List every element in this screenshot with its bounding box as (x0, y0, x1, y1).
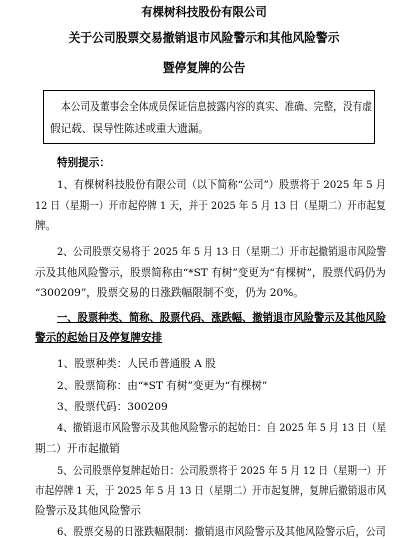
section-1-heading-line-1: 一、股票种类、简称、股票代码、涨跌幅、撤销退市风险警示及其他风险 (57, 312, 386, 324)
announcement-title-line2: 暨停复牌的公告 (162, 60, 246, 75)
special-tips-heading: 特别提示： (57, 157, 110, 169)
item-5-line-2: 市起停牌 1 天，于 2025 年 5 月 13 日（星期二）开市起复牌，复牌后撤销退市风 (35, 485, 387, 497)
item-4-line-1: 4、撤销退市风险警示及其他风险警示的起始日：自 2025 年 5 月 13 日（星 (57, 422, 387, 434)
tip-2-line-3: “300209”，股票交易的日涨跌幅限制不变，仍为 20%。 (35, 287, 304, 299)
section-1-heading-line-2: 警示的起始日及停复牌安排 (35, 332, 163, 344)
tip-2-line-1: 2、公司股票交易将于 2025 年 5 月 13 日（星期二）开市起撤销退市风险警 (57, 246, 387, 258)
item-2: 2、股票简称：由“*ST 有树”变更为“有棵树” (57, 380, 268, 392)
notice-box (43, 90, 375, 144)
item-5-line-3: 险警示及其他风险警示 (35, 505, 141, 517)
item-3: 3、股票代码：300209 (57, 401, 168, 413)
item-1: 1、股票种类：人民币普通股 A 股 (57, 358, 216, 370)
tip-2-line-2: 示及其他风险警示，股票简称由“*ST 有树”变更为“有棵树”，股票代码仍为 (35, 267, 386, 279)
tip-1-line-1: 1、有棵树科技股份有限公司（以下简称“公司”）股票将于 2025 年 5 月 (57, 179, 387, 191)
tip-1-line-2: 12 日（星期一）开市起停牌 1 天，并于 2025 年 5 月 13 日（星期二）开市起复 (35, 200, 386, 212)
item-4-line-2: 期二）开市起撤销 (35, 443, 120, 455)
notice-line-1: 本公司及董事会全体成员保证信息披露内容的真实、准确、完整，没有虚 (61, 101, 372, 113)
notice-line-2: 假记载、误导性陈述或重大遗漏。 (50, 123, 209, 135)
announcement-title-line1: 关于公司股票交易撤销退市风险警示和其他风险警示 (68, 30, 340, 45)
tip-1-line-3: 牌。 (35, 220, 57, 232)
item-6-line-1: 6、股票交易的日涨跌幅限制：撤销退市风险警示及其他风险警示后，公司 (57, 526, 386, 538)
company-title: 有棵树科技股份有限公司 (141, 5, 267, 19)
item-5-line-1: 5、公司股票停复牌起始日：公司股票将于 2025 年 5 月 12 日（星期一）开 (57, 465, 387, 477)
